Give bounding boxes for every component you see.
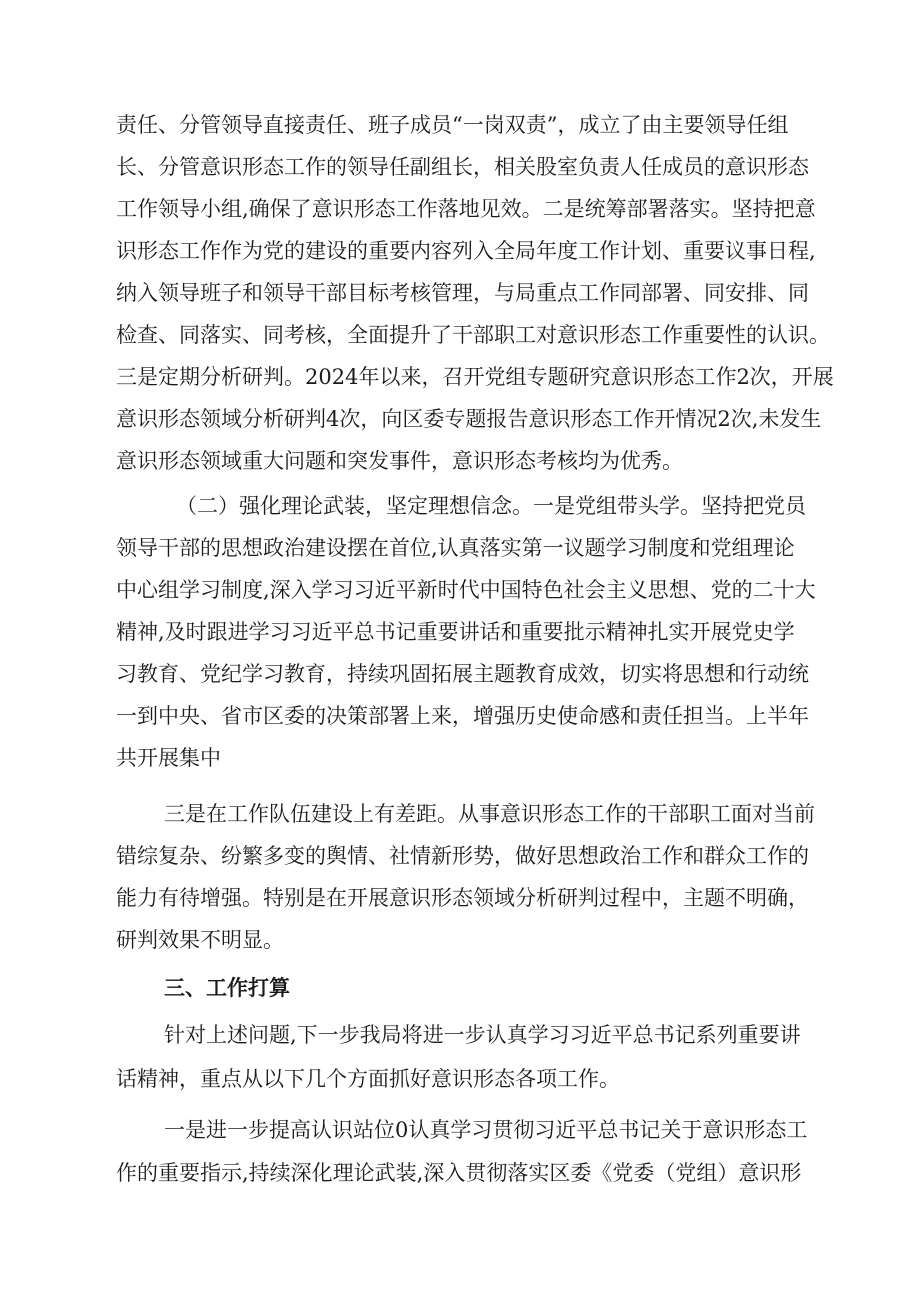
paragraph-1-line-8: 意识形态领域分析研判4次，向区委专题报告意识形态工作开情况2次,未发生 xyxy=(116,407,822,431)
paragraph-4-line-1: 针对上述问题,下一步我局将进一步认真学习习近平总书记系列重要讲 xyxy=(164,1023,801,1047)
paragraph-2-line-4: 精神,及时跟进学习习近平总书记重要讲话和重要批示精神扎实开展党史学 xyxy=(116,620,795,644)
paragraph-1-line-5: 纳入领导班子和领导干部目标考核管理，与局重点工作同部署、同安排、同 xyxy=(116,281,809,305)
paragraph-3-line-3: 能力有待增强。特别是在开展意识形态领域分析研判过程中，主题不明确， xyxy=(116,886,809,910)
paragraph-3-line-4: 研判效果不明显。 xyxy=(116,928,284,952)
paragraph-1-line-7: 三是定期分析研判。2024年以来，召开党组专题研究意识形态工作2次，开展 xyxy=(116,365,834,389)
paragraph-1-line-3: 工作领导小组,确保了意识形态工作落地见效。二是统筹部署落实。坚持把意 xyxy=(116,197,816,221)
paragraph-2-line-1: （二）强化理论武装，坚定理想信念。一是党组带头学。坚持把党员 xyxy=(176,494,806,518)
paragraph-1-line-1: 责任、分管领导直接责任、班子成员“一岗双责”，成立了由主要领导任组 xyxy=(116,113,789,137)
paragraph-3-line-2: 错综复杂、纷繁多变的舆情、社情新形势，做好思想政治工作和群众工作的 xyxy=(116,844,809,868)
paragraph-2-line-3: 中心组学习制度,深入学习习近平新时代中国特色社会主义思想、党的二十大 xyxy=(116,578,816,602)
paragraph-1-line-6: 检查、同落实、同考核，全面提升了干部职工对意识形态工作重要性的认识。 xyxy=(116,323,830,347)
paragraph-2-line-5: 习教育、党纪学习教育，持续巩固拓展主题教育成效，切实将思想和行动统 xyxy=(116,662,809,686)
paragraph-2-line-6: 一到中央、省市区委的决策部署上来，增强历史使命感和责任担当。上半年 xyxy=(116,704,809,728)
paragraph-3-line-1: 三是在工作队伍建设上有差距。从事意识形态工作的干部职工面对当前 xyxy=(164,802,815,826)
paragraph-1-line-9: 意识形态领域重大问题和突发事件，意识形态考核均为优秀。 xyxy=(116,449,683,473)
paragraph-1-line-4: 识形态工作作为党的建设的重要内容列入全局年度工作计划、重要议事日程, xyxy=(116,239,816,263)
paragraph-1-line-2: 长、分管意识形态工作的领导任副组长，相关股室负责人任成员的意识形态 xyxy=(116,155,809,179)
paragraph-2-line-7: 共开展集中 xyxy=(116,746,221,770)
paragraph-2-line-2: 领导干部的思想政治建设摆在首位,认真落实第一议题学习制度和党组理论 xyxy=(116,536,795,560)
section-heading-3: 三、工作打算 xyxy=(164,976,290,1000)
paragraph-5-line-1: 一是进一步提高认识站位0认真学习贯彻习近平总书记关于意识形态工 xyxy=(164,1118,808,1142)
paragraph-4-line-2: 话精神，重点从以下几个方面抓好意识形态各项工作。 xyxy=(116,1067,620,1091)
paragraph-5-line-2: 作的重要指示,持续深化理论武装,深入贯彻落实区委《党委（党组）意识形 xyxy=(116,1161,802,1185)
